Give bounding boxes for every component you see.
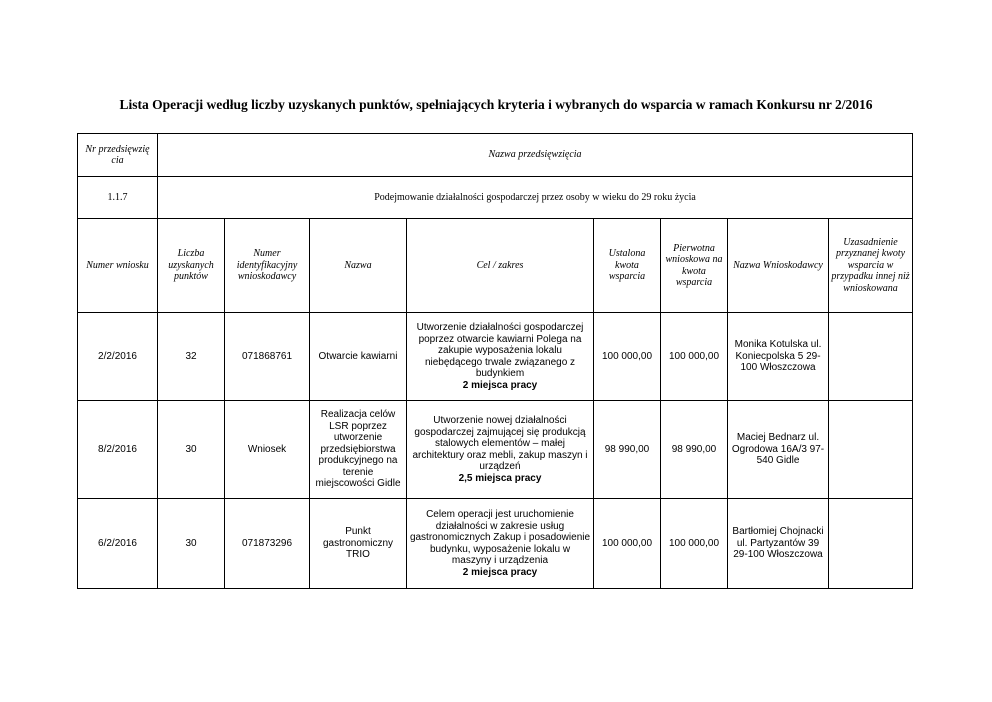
cel-text: Utworzenie nowej działalności gospodarczej zajmującej się produkcją stalowych elementów – małej architektury oraz mebli, zakup maszyn i urządzeń (412, 415, 588, 472)
col-header-ustalona-kwota: Ustalona kwota wsparcia (594, 219, 661, 313)
przedsiewziecie-name: Podejmowanie działalności gospodarczej przez osoby w wieku do 29 roku życia (158, 177, 913, 219)
table-row (78, 499, 913, 589)
id-cell: Wniosek (225, 401, 310, 499)
numer-wniosku-cell: 2/2/2016 (78, 313, 158, 401)
operations-table (77, 133, 913, 589)
jobs-text: 2 miejsca pracy (462, 566, 538, 578)
cel-text: Celem operacji jest uruchomienie działalności w zakresie usług gastronomicznych Zakup i posadowienie budynku, wyposażenie lokalu w maszyny i urządzenia (409, 509, 591, 566)
col-header-cel-zakres: Cel / zakres (407, 219, 594, 313)
cel-cell (407, 401, 594, 499)
uzasadnienie-cell (829, 401, 913, 499)
table-row (78, 401, 913, 499)
id-cell: 071868761 (225, 313, 310, 401)
table-row (78, 313, 913, 401)
wnioskodawca-cell: Maciej Bednarz ul. Ogrodowa 16A/3 97-540 Gidle (728, 401, 829, 499)
cel-cell (407, 313, 594, 401)
document-title: Lista Operacji według liczby uzyskanych punktów, spełniających kryteria i wybranych do wsparcia w ramach Konkursu nr 2/2016 (119, 97, 873, 112)
punkty-cell: 32 (158, 313, 225, 401)
punkty-cell: 30 (158, 401, 225, 499)
wnioskodawca-cell: Monika Kotulska ul. Koniecpolska 5 29-100 Włoszczowa (728, 313, 829, 401)
uzasadnienie-cell (829, 313, 913, 401)
col-header-numer-wniosku: Numer wniosku (78, 219, 158, 313)
przedsiewziecie-number: 1.1.7 (78, 177, 158, 219)
jobs-text: 2,5 miejsca pracy (458, 472, 542, 484)
col-header-nazwa-wnioskodawcy: Nazwa Wnioskodawcy (728, 219, 829, 313)
pierwotna-kwota-cell: 100 000,00 (661, 499, 728, 589)
nr-przedsiewziecia-header: Nr przedsięwzię cia (78, 134, 158, 177)
ustalona-kwota-cell: 100 000,00 (594, 313, 661, 401)
col-header-uzasadnienie: Uzasadnienie przyznanej kwoty wsparcia w przypadku innej niż wnioskowana (829, 219, 913, 313)
jobs-text: 2 miejsca pracy (462, 379, 538, 391)
col-header-pierwotna-kwota: Pierwotna wnioskowa na kwota wsparcia (661, 219, 728, 313)
numer-wniosku-cell: 6/2/2016 (78, 499, 158, 589)
nazwa-cell: Otwarcie kawiarni (310, 313, 407, 401)
nazwa-cell: Punkt gastronomiczny TRIO (310, 499, 407, 589)
numer-wniosku-cell: 8/2/2016 (78, 401, 158, 499)
uzasadnienie-cell (829, 499, 913, 589)
nazwa-cell: Realizacja celów LSR poprzez utworzenie przedsiębiorstwa produkcyjnego na terenie miejscowości Gidle (310, 401, 407, 499)
wnioskodawca-cell: Bartłomiej Chojnacki ul. Partyzantów 39 29-100 Włoszczowa (728, 499, 829, 589)
pierwotna-kwota-cell: 98 990,00 (661, 401, 728, 499)
id-cell: 071873296 (225, 499, 310, 589)
nazwa-przedsiewziecia-header: Nazwa przedsięwzięcia (158, 134, 913, 177)
pierwotna-kwota-cell: 100 000,00 (661, 313, 728, 401)
header-row-1 (78, 134, 913, 177)
col-header-liczba-punktow: Liczba uzyskanych punktów (158, 219, 225, 313)
cel-cell (407, 499, 594, 589)
col-header-nazwa: Nazwa (310, 219, 407, 313)
ustalona-kwota-cell: 98 990,00 (594, 401, 661, 499)
ustalona-kwota-cell: 100 000,00 (594, 499, 661, 589)
header-row-2 (78, 177, 913, 219)
column-header-row (78, 219, 913, 313)
cel-text: Utworzenie działalności gospodarczej poprzez otwarcie kawiarni Polega na zakupie wyposażenia lokalu niebędącego trwale związanego z budynkiem (416, 322, 584, 379)
col-header-numer-identyfikacyjny: Numer identyfikacyjny wnioskodawcy (225, 219, 310, 313)
punkty-cell: 30 (158, 499, 225, 589)
